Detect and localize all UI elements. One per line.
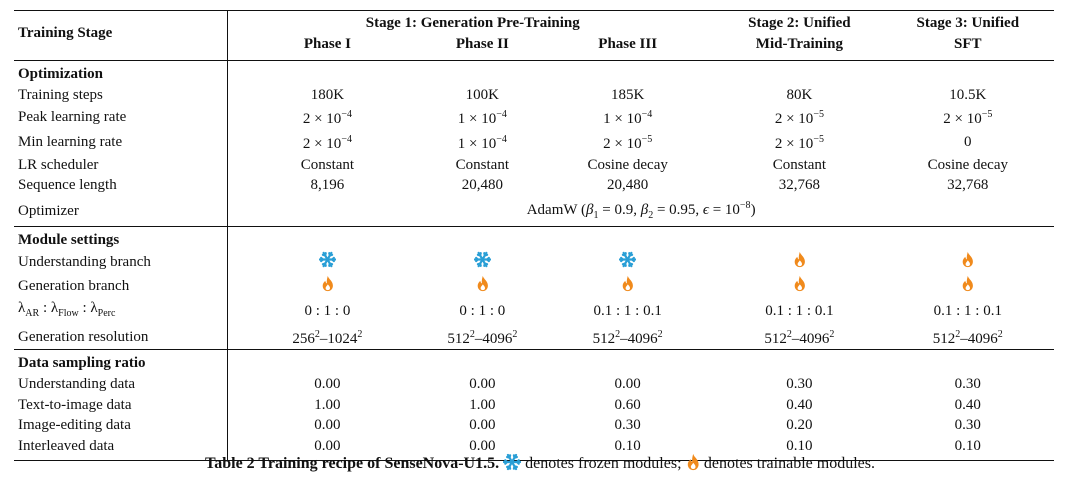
row-training-steps xyxy=(14,85,1054,106)
cell: 0.30 xyxy=(786,375,813,392)
header-stage2-line2: Mid-Training xyxy=(717,34,881,61)
row-label: Image-editing data xyxy=(18,417,131,434)
header-training-stage: Training Stage xyxy=(14,11,228,61)
cell: 0.1 : 1 : 0.1 xyxy=(933,303,1002,320)
flame-icon xyxy=(793,275,807,299)
cell: 8,196 xyxy=(228,175,427,196)
cell: 0.00 xyxy=(469,417,496,434)
cell: $256^2-1024^2$ xyxy=(228,325,427,350)
cell: 180K xyxy=(228,85,427,106)
cell: $2 \times 10^{-5}$ xyxy=(774,109,824,128)
cell: $2 \times 10^{-4}$ xyxy=(228,105,427,130)
cell xyxy=(427,251,539,275)
row-optimizer xyxy=(14,196,1054,227)
cell: 20,480 xyxy=(461,177,503,194)
section-module-settings xyxy=(14,227,1054,251)
row-generation-branch xyxy=(14,275,1054,299)
flame-icon xyxy=(686,453,700,476)
cell: 0.30 xyxy=(954,375,981,392)
row-label: Training steps xyxy=(18,86,103,103)
cell: Cosine decay xyxy=(927,156,1008,173)
cell: 185K xyxy=(611,86,645,103)
cell: $1 \times 10^{-4}$ xyxy=(603,109,653,128)
cell: $512^2-4096^2$ xyxy=(764,328,835,347)
cell: 100K xyxy=(465,86,500,103)
row-label: Generation resolution xyxy=(18,328,149,345)
cell: 0 : 1 : 0 xyxy=(228,298,427,325)
row-label: Sequence length xyxy=(18,177,117,194)
section-data-sampling xyxy=(14,350,1054,374)
cell: 32,768 xyxy=(778,177,821,194)
row-lr-scheduler xyxy=(14,155,1054,176)
cell: $1 \times 10^{-4}$ xyxy=(457,133,507,152)
snowflake-icon xyxy=(474,251,491,275)
cell: 1.00 xyxy=(228,395,427,416)
row-label: Optimizer xyxy=(18,202,79,219)
flame-icon xyxy=(321,275,335,299)
caption-frozen-text: denotes frozen modules; xyxy=(521,455,686,472)
cell: $512^2-4096^2$ xyxy=(447,328,518,347)
cell: $2 \times 10^{-5}$ xyxy=(774,133,824,152)
optimizer-cell: AdamW ($\beta_1 = 0.9$, $\beta_2 = 0.95$, $\epsilon = 10^{-8}$) xyxy=(228,196,1054,227)
cell: 0.00 xyxy=(614,375,641,392)
cell: 0.00 xyxy=(228,415,427,436)
cell: 0.40 xyxy=(954,396,981,413)
cell: 0.10 xyxy=(538,436,717,461)
cell: 80K xyxy=(786,86,813,103)
cell: 0 : 1 : 0 xyxy=(459,303,506,320)
cell: $2 \times 10^{-5}$ xyxy=(603,133,653,152)
row-generation-resolution xyxy=(14,325,1054,350)
cell xyxy=(717,251,881,275)
header-stage3-line1: Stage 3: Unified xyxy=(882,11,1054,34)
section-module-settings-label: Module settings xyxy=(14,227,228,251)
flame-icon xyxy=(621,275,635,299)
cell xyxy=(538,251,717,275)
cell xyxy=(228,251,427,275)
cell: 1.00 xyxy=(469,396,496,413)
cell: $1 \times 10^{-4}$ xyxy=(457,109,507,128)
section-optimization-label: Optimization xyxy=(18,66,103,83)
cell: 0.30 xyxy=(954,417,981,434)
row-label-lambda: $\lambda_{AR}$ : $\lambda_{Flow}$ : $\lambda_{Perc}$ xyxy=(18,300,116,320)
cell: 0 xyxy=(964,133,972,150)
cell: Constant xyxy=(455,156,510,173)
cell: 0.20 xyxy=(786,417,813,434)
row-label: LR scheduler xyxy=(18,156,99,173)
header-stage2-line1: Stage 2: Unified xyxy=(717,11,881,34)
flame-icon xyxy=(961,251,975,275)
snowflake-icon xyxy=(503,453,521,476)
caption-title: Table 2 Training recipe of SenseNova-U1.5. xyxy=(205,455,500,472)
header-stage3-line2: SFT xyxy=(882,34,1054,61)
snowflake-icon xyxy=(319,251,336,275)
cell: 0.60 xyxy=(614,396,641,413)
cell: 0.00 xyxy=(228,436,427,461)
header-phase2: Phase II xyxy=(427,34,539,61)
table-caption xyxy=(0,453,1080,476)
flame-icon xyxy=(961,275,975,299)
row-label: Text-to-image data xyxy=(18,396,132,413)
cell xyxy=(427,275,539,299)
cell: $512^2-4096^2$ xyxy=(932,328,1003,347)
cell: 10.5K xyxy=(949,86,987,103)
cell: Constant xyxy=(228,155,427,176)
snowflake-icon xyxy=(619,251,636,275)
cell: 20,480 xyxy=(607,177,649,194)
training-recipe-table xyxy=(14,10,1054,461)
cell: 0.30 xyxy=(614,417,641,434)
header-stage1: Stage 1: Generation Pre-Training xyxy=(228,11,717,34)
row-label: Generation branch xyxy=(18,278,130,295)
cell: 0.40 xyxy=(786,396,813,413)
row-sequence-length xyxy=(14,175,1054,196)
cell: 0.00 xyxy=(228,374,427,395)
header-phase3: Phase III xyxy=(538,34,717,61)
training-recipe-table-container xyxy=(14,10,1054,461)
cell: Constant xyxy=(772,156,827,173)
flame-icon xyxy=(793,251,807,275)
cell xyxy=(228,275,427,299)
row-label: Understanding data xyxy=(18,375,136,392)
cell: 0.00 xyxy=(469,375,496,392)
header-phase1: Phase I xyxy=(228,34,427,61)
flame-icon xyxy=(476,275,490,299)
cell: Cosine decay xyxy=(587,156,668,173)
row-label: Understanding branch xyxy=(18,254,151,271)
row-min-lr xyxy=(14,130,1054,155)
row-label: Min learning rate xyxy=(18,133,123,150)
row-understanding-data xyxy=(14,374,1054,395)
row-t2i-data xyxy=(14,395,1054,416)
cell: 0.00 xyxy=(427,436,539,461)
row-lambda xyxy=(14,298,1054,325)
row-label: Peak learning rate xyxy=(18,109,127,126)
cell xyxy=(882,251,1054,275)
section-optimization xyxy=(14,61,1054,85)
cell: 0.1 : 1 : 0.1 xyxy=(765,303,834,320)
row-peak-lr xyxy=(14,105,1054,130)
cell: 32,768 xyxy=(947,177,989,194)
cell: $2 \times 10^{-5}$ xyxy=(943,109,993,128)
cell: 0.1 : 1 : 0.1 xyxy=(593,303,662,320)
caption-trainable-text: denotes trainable modules. xyxy=(699,455,875,472)
cell xyxy=(538,275,717,299)
cell xyxy=(717,275,881,299)
row-label: Interleaved data xyxy=(14,436,228,461)
row-understanding-branch xyxy=(14,251,1054,275)
header-row-1 xyxy=(14,11,1054,34)
cell: $512^2-4096^2$ xyxy=(592,328,663,347)
cell: 0.10 xyxy=(882,436,1054,461)
cell: $2 \times 10^{-4}$ xyxy=(228,130,427,155)
cell xyxy=(882,275,1054,299)
cell: 0.10 xyxy=(717,436,881,461)
row-editing-data xyxy=(14,415,1054,436)
section-data-sampling-label: Data sampling ratio xyxy=(14,350,228,374)
